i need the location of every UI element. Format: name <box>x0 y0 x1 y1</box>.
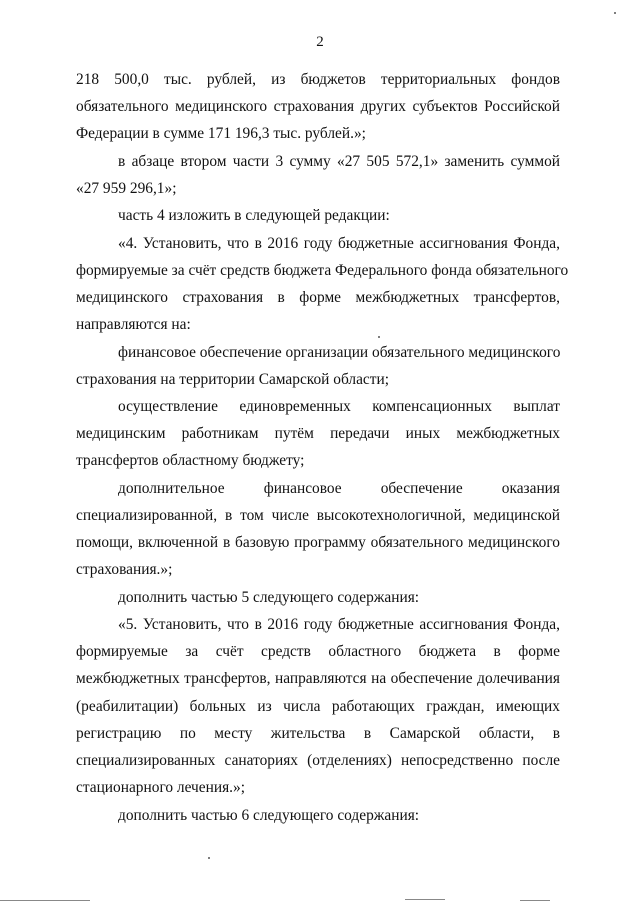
scan-edge-mark <box>0 900 90 901</box>
text-line: формируемые за счёт средств областного бюджета в форме <box>76 643 560 660</box>
text-line: осуществление единовременных компенсационных выплат <box>118 398 560 415</box>
text-line: Федерации в сумме 171 196,3 тыс. рублей.»; <box>76 125 366 142</box>
text-line: 218 500,0 тыс. рублей, из бюджетов территориальных фондов <box>76 71 560 88</box>
text-line: (реабилитации) больных из числа работающих граждан, имеющих <box>76 698 560 715</box>
text-line: дополнительное финансовое обеспечение оказания <box>118 480 560 497</box>
text-line: дополнить частью 5 следующего содержания: <box>118 589 420 606</box>
scan-edge-mark <box>405 899 445 900</box>
page-number: 2 <box>316 34 324 50</box>
text-line: направляются на: <box>76 316 191 333</box>
scan-speck <box>378 336 380 338</box>
text-line: трансфертов областному бюджету; <box>76 452 305 469</box>
text-line: формируемые за счёт средств бюджета Федерального фонда обязательного <box>76 262 569 279</box>
text-line: дополнить частью 6 следующего содержания: <box>118 807 420 824</box>
text-line: «27 959 296,1»; <box>76 180 177 197</box>
text-line: в абзаце втором части 3 сумму «27 505 572,1» заменить суммой <box>118 153 560 170</box>
text-line: межбюджетных трансфертов, направляются на обеспечение долечивания <box>76 670 560 687</box>
text-line: медицинского страхования в форме межбюджетных трансфертов, <box>76 289 560 306</box>
text-line: специализированных санаториях (отделениях) непосредственно после <box>76 752 560 769</box>
scan-speck <box>208 857 210 859</box>
text-line: помощи, включенной в базовую программу обязательного медицинского <box>76 534 560 551</box>
text-line: медицинским работникам путём передачи иных межбюджетных <box>76 425 560 442</box>
text-line: страхования на территории Самарской области; <box>76 371 389 388</box>
text-line: специализированной, в том числе высокотехнологичной, медицинской <box>76 507 560 524</box>
text-line: «4. Установить, что в 2016 году бюджетные ассигнования Фонда, <box>118 235 560 252</box>
scan-speck <box>614 12 616 14</box>
text-line: стационарного лечения.»; <box>76 779 245 796</box>
text-line: обязательного медицинского страхования других субъектов Российской <box>76 98 560 115</box>
text-line: финансовое обеспечение организации обязательного медицинского <box>118 344 561 361</box>
scan-edge-mark <box>520 900 550 901</box>
text-line: «5. Установить, что в 2016 году бюджетные ассигнования Фонда, <box>118 616 560 633</box>
text-line: страхования.»; <box>76 561 173 578</box>
text-line: регистрацию по месту жительства в Самарской области, в <box>76 725 560 742</box>
text-line: часть 4 изложить в следующей редакции: <box>118 207 390 224</box>
